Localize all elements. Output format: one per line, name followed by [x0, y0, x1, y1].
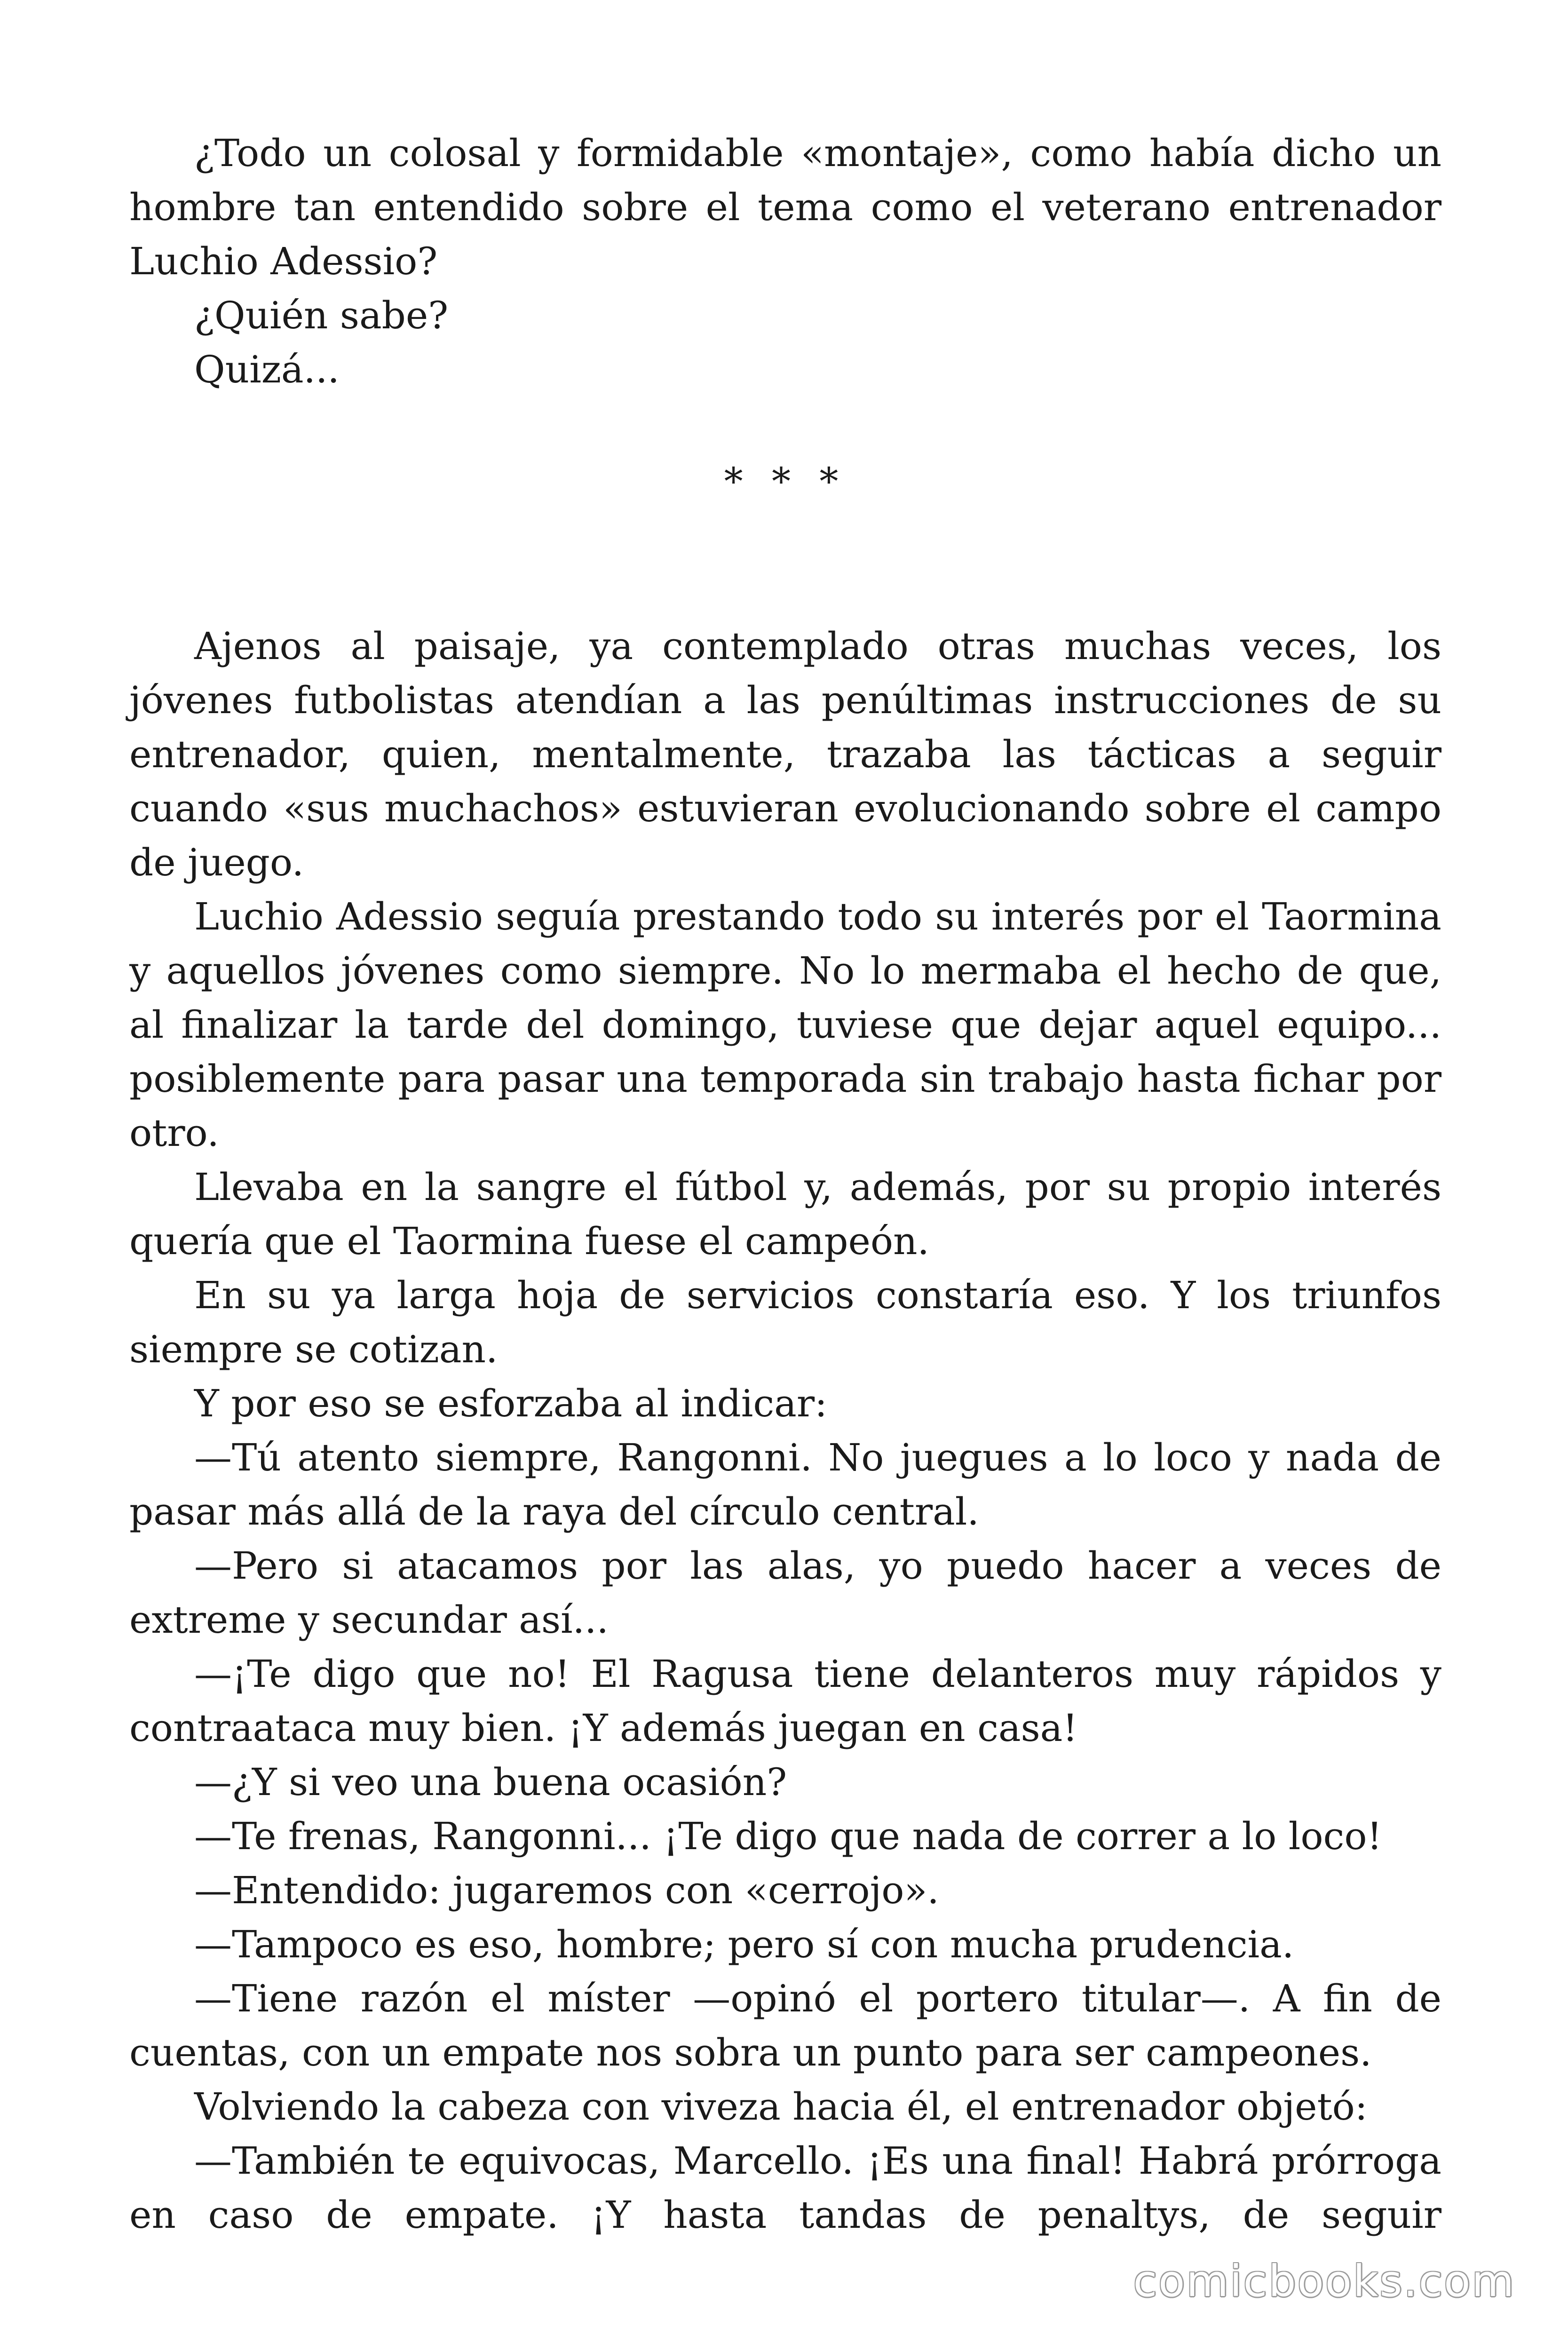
dialogue-line: —¡Te digo que no! El Ragusa tiene delanteros muy rápidos y contraataca muy bien. ¡Y además juegan en casa!	[129, 1652, 1441, 1750]
dialogue-line: —Entendido: jugaremos con «cerrojo».	[194, 1868, 939, 1912]
paragraph: Quizá...	[194, 348, 340, 391]
dialogue-line: —Tú atento siempre, Rangonni. No juegues a lo loco y nada de pasar más allá de la raya del círculo central.	[129, 1436, 1441, 1534]
paragraph: ¿Todo un colosal y formidable «montaje», como había dicho un hombre tan entendido sobre el tema como el veterano entrenador Luchio Adessio?	[129, 131, 1441, 283]
paragraph: Ajenos al paisaje, ya contemplado otras muchas veces, los jóvenes futbolistas atendían a las penúltimas instrucciones de su entrenador, quien, mentalmente, trazaba las tácticas a seguir cuando «sus muchachos» estuvieran evolucionando sobre el campo de juego.	[129, 624, 1441, 884]
paragraph: En su ya larga hoja de servicios constaría eso. Y los triunfos siempre se cotizan.	[129, 1273, 1441, 1371]
scene-break-separator: * * *	[724, 460, 847, 503]
paragraph: Volviendo la cabeza con viveza hacia él, el entrenador objetó:	[194, 2085, 1368, 2129]
paragraph: ¿Quién sabe?	[194, 294, 449, 337]
dialogue-line: —¿Y si veo una buena ocasión?	[194, 1760, 787, 1804]
paragraph: Y por eso se esforzaba al indicar:	[194, 1382, 828, 1425]
dialogue-line: —Te frenas, Rangonni... ¡Te digo que nada de correr a lo loco!	[194, 1814, 1382, 1858]
book-page	[129, 126, 1441, 2242]
dialogue-line: —También te equivocas, Marcello. ¡Es una final! Habrá prórroga en caso de empate. ¡Y hasta tandas de penaltys, de seguir	[129, 2139, 1441, 2237]
dialogue-line: —Pero si atacamos por las alas, yo puedo hacer a veces de extreme y secundar así...	[129, 1544, 1441, 1642]
watermark: comicbooks.com	[1133, 2256, 1515, 2306]
dialogue-line: —Tiene razón el míster —opinó el portero titular—. A fin de cuentas, con un empate nos sobra un punto para ser campeones.	[129, 1977, 1441, 2074]
dialogue-line: —Tampoco es eso, hombre; pero sí con mucha prudencia.	[194, 1923, 1294, 1966]
paragraph: Llevaba en la sangre el fútbol y, además, por su propio interés quería que el Taormina fuese el campeón.	[129, 1165, 1441, 1263]
paragraph: Luchio Adessio seguía prestando todo su interés por el Taormina y aquellos jóvenes como siempre. No lo mermaba el hecho de que, al finalizar la tarde del domingo, tuviese que dejar aquel equipo... posiblemente para pasar una temporada sin trabajo hasta fichar por otro.	[129, 895, 1441, 1155]
